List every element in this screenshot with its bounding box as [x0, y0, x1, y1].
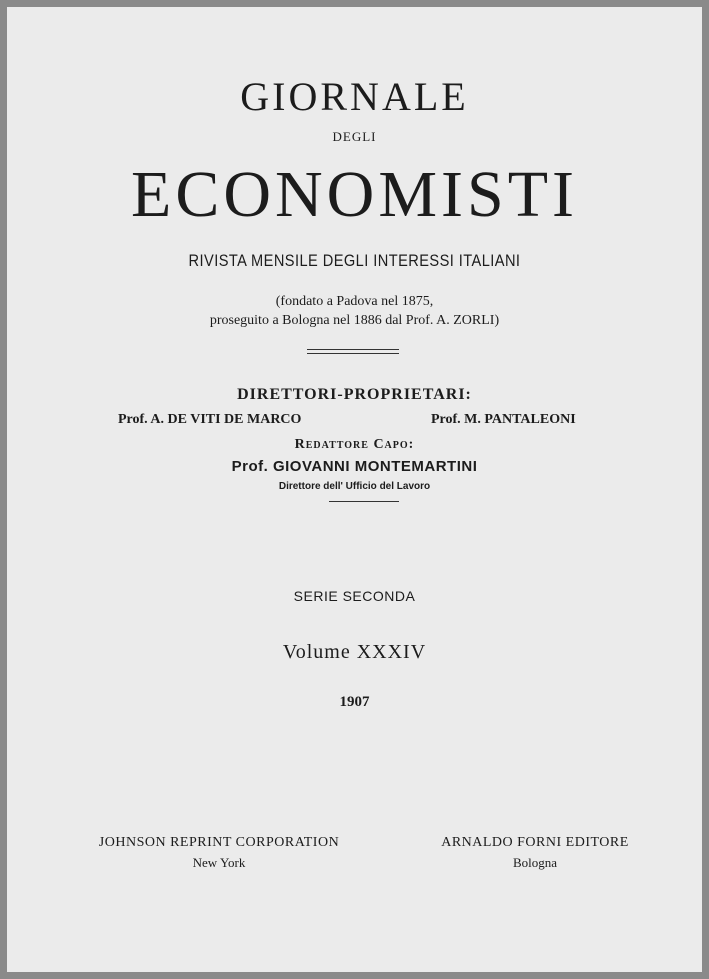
single-rule-divider [329, 501, 399, 502]
publisher-name: ARNALDO FORNI EDITORE [441, 835, 629, 850]
director-de-viti-de-marco: Prof. A. DE VITI DE MARCO [118, 412, 302, 427]
publisher-name: JOHNSON REPRINT CORPORATION [98, 835, 340, 850]
publisher-city: New York [192, 855, 246, 870]
founding-note-line1: (fondato a Padova nel 1875, [275, 294, 434, 309]
journal-subtitle: RIVISTA MENSILE DEGLI INTERESSI ITALIANI [188, 251, 521, 270]
volume-label [7, 641, 702, 664]
journal-title-giornale: GIORNALE [240, 74, 469, 119]
series-label: SERIE SECONDA [293, 588, 416, 604]
publisher-city: Bologna [512, 855, 558, 870]
publisher-forni [405, 835, 665, 871]
volume-number: XXXIV [356, 641, 427, 663]
publisher-johnson [89, 835, 349, 871]
journal-title-economisti: ECONOMISTI [131, 158, 578, 231]
directors-heading: DIRETTORI-PROPRIETARI: [237, 386, 472, 403]
journal-title-degli: DEGLI [332, 129, 377, 144]
publication-year: 1907 [339, 694, 370, 710]
double-rule-divider [307, 349, 399, 354]
volume-word: Volume [282, 641, 351, 663]
cover-page [7, 7, 702, 972]
editor-role: Direttore dell' Ufficio del Lavoro [278, 481, 431, 492]
editor-heading: Redattore Capo: [294, 437, 415, 452]
founding-note-line2: proseguito a Bologna nel 1886 dal Prof. A. ZORLI) [209, 313, 500, 328]
director-pantaleoni: Prof. M. PANTALEONI [431, 412, 576, 427]
editor-name: Prof. GIOVANNI MONTEMARTINI [231, 458, 478, 475]
